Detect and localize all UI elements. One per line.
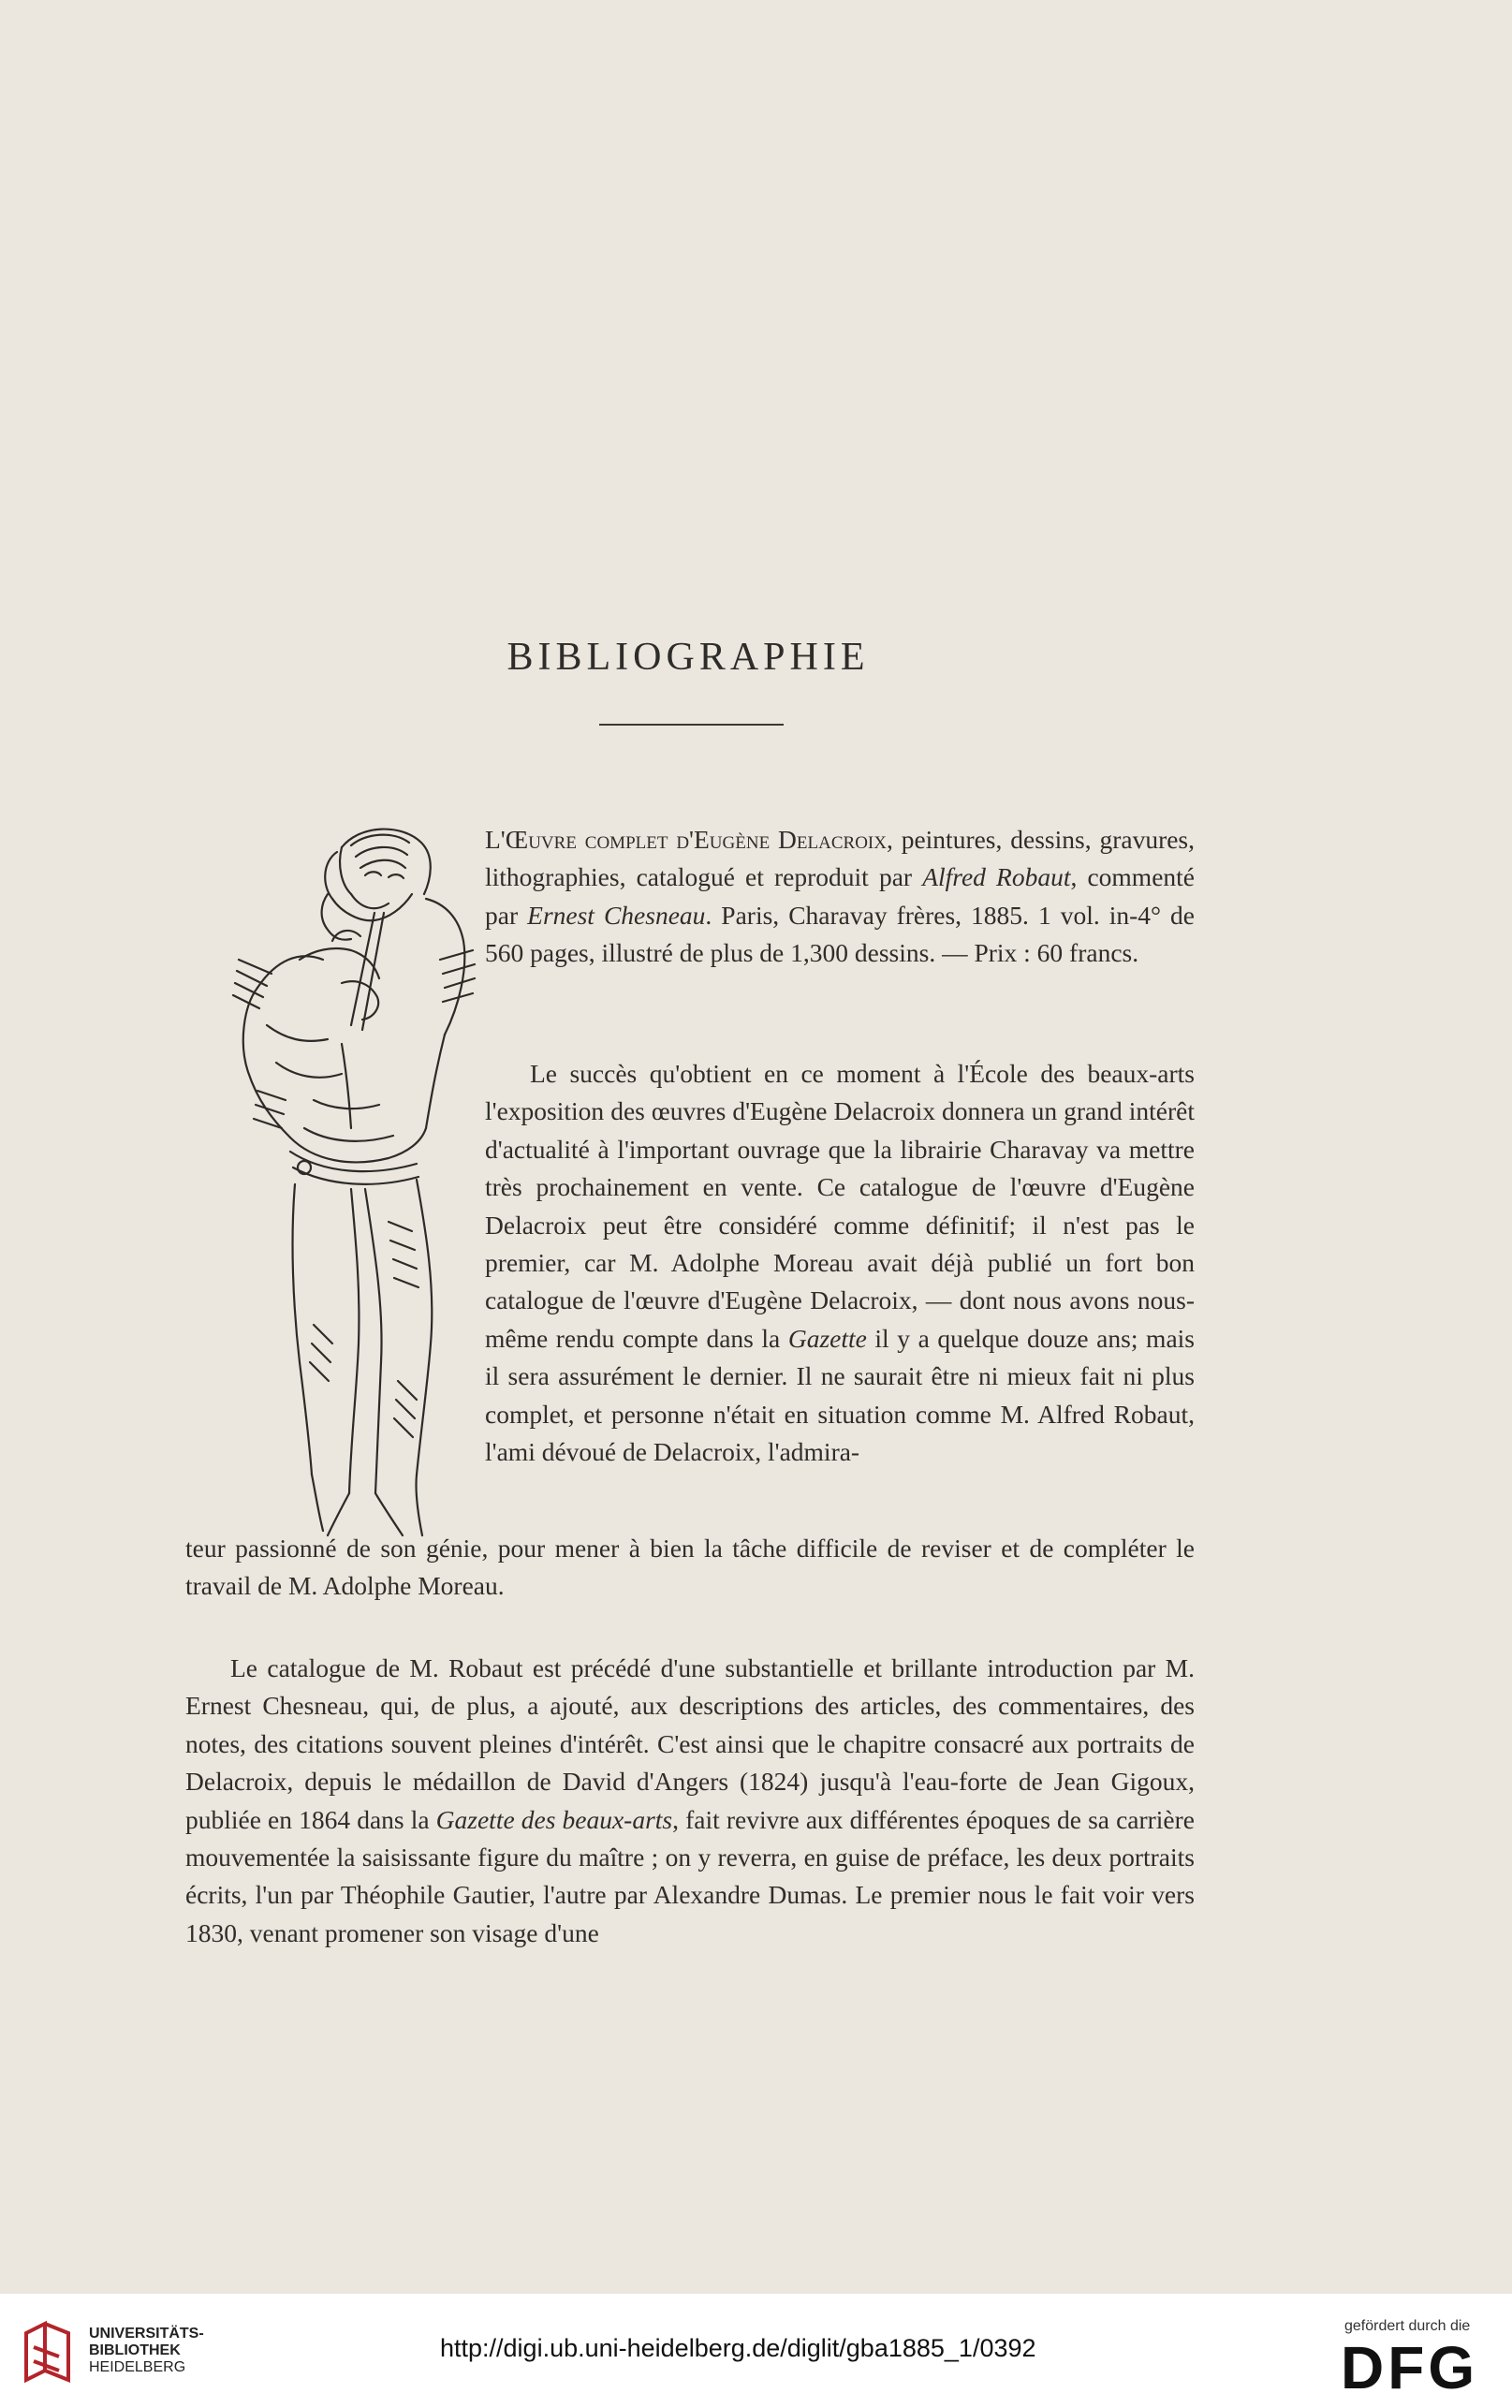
- source-url-link[interactable]: http://digi.ub.uni-heidelberg.de/diglit/gba1885_1/0392: [440, 2334, 1036, 2362]
- library-name-line-3: HEIDELBERG: [89, 2359, 186, 2375]
- paragraph-1-end: il y a quelque douze ans; mais il sera assurément le dernier. Il ne saurait être ni mieux fait ni plus complet, et personne n'était en situation comme M. Alfred Robaut, l'ami dévoué de Delacroix, l'admira-: [485, 1323, 1195, 1467]
- library-name: [89, 2326, 204, 2376]
- paragraph-1-wrapped: [485, 1055, 1195, 1471]
- section-title: BIBLIOGRAPHIE: [506, 636, 870, 680]
- library-name-line-1: UNIVERSITÄTS-: [89, 2326, 204, 2342]
- gazette-beaux-arts-ref: Gazette des beaux-arts: [435, 1804, 673, 1834]
- entry-text-3: . Paris, Charavay frères, 1885. 1 vol. in-4° de 560 pages, illustré de plus de 1,300 dessins. — Prix : 60 francs.: [485, 900, 1195, 968]
- bibliography-entry: [485, 821, 1195, 973]
- paragraph-1-continuation: teur passionné de son génie, pour mener à bien la tâche difficile de reviser et de compléter le travail de M. Adolphe Moreau.: [185, 1534, 1195, 1601]
- commentator-name: Ernest Chesneau: [527, 900, 706, 930]
- paragraph-2: [185, 1650, 1195, 1952]
- title-rule: [599, 724, 784, 726]
- author-name: Alfred Robaut: [922, 862, 1071, 892]
- library-logo-icon: [17, 2314, 82, 2389]
- book-title: L'Œuvre complet d'Eugène Delacroix: [485, 825, 887, 854]
- entry-text-2: , commenté par: [485, 862, 1196, 930]
- entry-text-1: , peintures, dessins, gravures, lithographies, catalogué et reproduit par: [485, 825, 1196, 892]
- paragraph-2-text-b: , fait revivre aux différentes époques de sa carrière mouvementée la saisissante figure du maître ; on y reverra, en guise de préface, les deux portraits écrits, l'un par Théophile Gautier, l'autre par Alexandre Dumas. Le premier nous le fait voir vers 1830, venant promener son visage d'une: [185, 1804, 1196, 1947]
- gazette-ref: Gazette: [787, 1323, 867, 1353]
- digitization-footer: [0, 2294, 1512, 2408]
- paragraph-2-text-a: Le catalogue de M. Robaut est précédé d'une substantielle et brillante introduction par M. Ernest Chesneau, qui, de plus, a ajouté, aux descriptions des articles, des commentaires, des notes, des citations souvent pleines d'intérêt. C'est ainsi que le chapitre consacré aux portraits de Delacroix, depuis le médaillon de David d'Angers (1824) jusqu'à l'eau-forte de Jean Gigoux, publiée en 1864 dans la: [185, 1653, 1195, 1834]
- library-name-line-2: BIBLIOTHEK: [89, 2342, 181, 2358]
- funded-by-label: gefördert durch die: [1344, 2318, 1471, 2334]
- dfg-logo: DFG: [1341, 2334, 1479, 2401]
- paragraph-1-text: Le succès qu'obtient en ce moment à l'École des beaux-arts l'exposition des œuvres d'Eugène Delacroix donnera un grand intérêt d'actualité à l'important ouvrage que la librairie Charavay va mettre très prochainement en vente. Ce catalogue de l'œuvre d'Eugène Delacroix peut être considéré comme définitif; il n'est pas le premier, car M. Adolphe Moreau avait déjà publié un fort bon catalogue de l'œuvre d'Eugène Delacroix, — dont nous avons nous-même rendu compte dans la: [485, 1059, 1195, 1353]
- faun-flute-illustration: [201, 819, 482, 1545]
